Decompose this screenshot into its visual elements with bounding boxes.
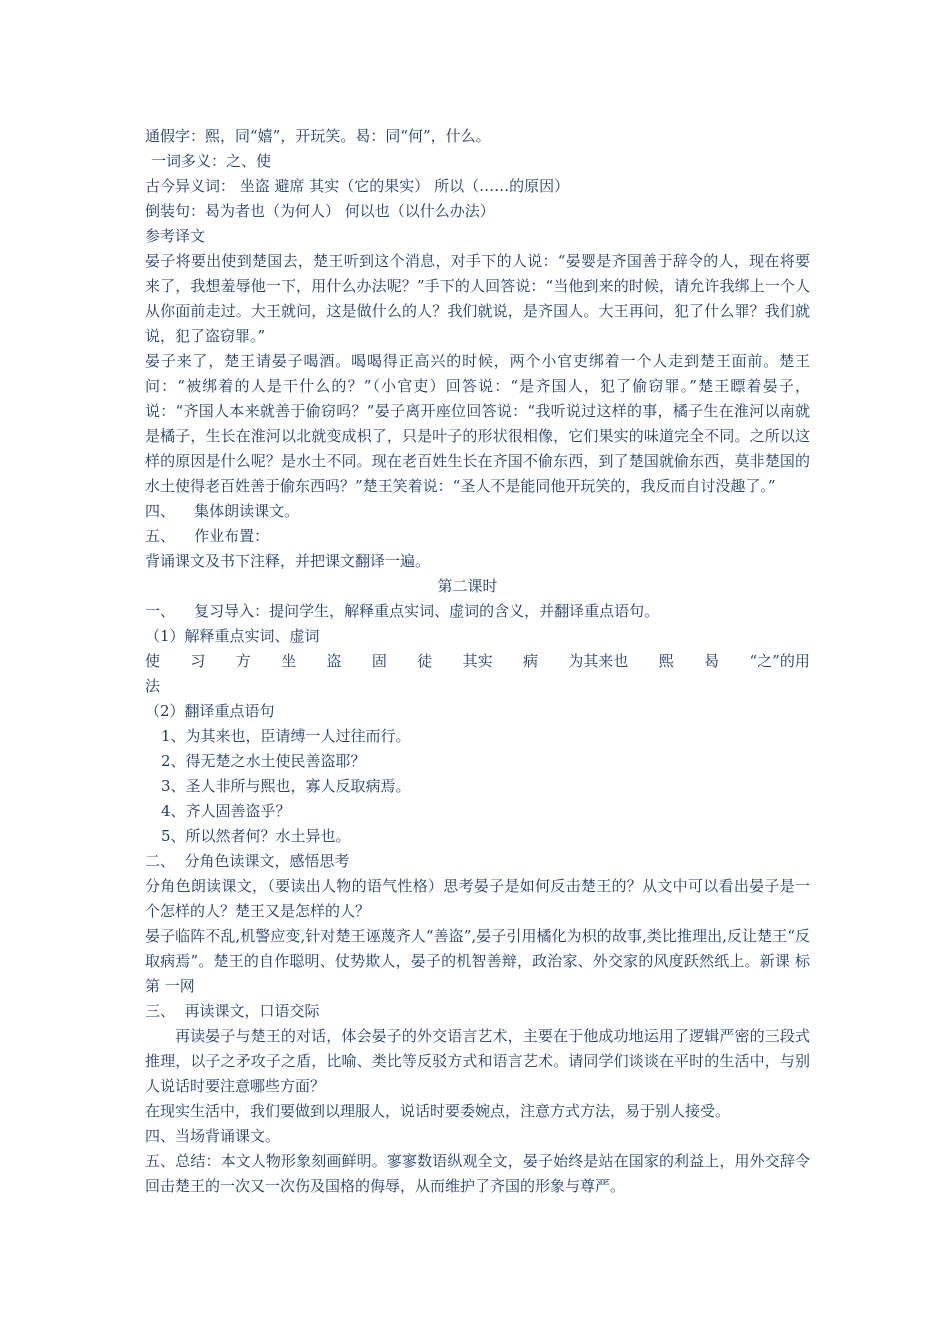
key-word: 徒 xyxy=(417,652,433,670)
role-reading-paragraph: 分角色朗读课文，（要读出人物的语气性格）思考晏子是如何反击楚王的？从文中可以看出晏子是一个怎样的人？楚王又是怎样的人？ xyxy=(145,877,810,920)
homework-line: 背诵课文及书下注释，并把课文翻译一遍。 xyxy=(145,552,431,570)
review-intro-line: 一、 复习导入：提问学生，解释重点实词、虚词的含义，并翻译重点语句。 xyxy=(145,602,660,620)
key-word: 为其来也 xyxy=(568,652,629,670)
key-sentence-4: 4、齐人固善盗乎？ xyxy=(161,802,291,820)
key-words-list xyxy=(145,649,810,674)
section-recite-heading: 四、当场背诵课文。 xyxy=(145,1127,281,1145)
section-three-heading: 三、 再读课文，口语交际 xyxy=(145,1002,320,1020)
section-four-reading: 四、 集体朗读课文。 xyxy=(145,502,300,520)
tongjia-line: 通假字：熙，同“嬉”，开玩笑。曷：同“何”，什么。 xyxy=(145,127,491,145)
key-words-heading: （1）解释重点实词、虚词 xyxy=(145,627,320,645)
real-life-paragraph: 在现实生活中，我们要做到以理服人，说话时要委婉点，注意方式方法，易于别人接受。 xyxy=(145,1102,731,1120)
dialogue-paragraph: 再读晏子与楚王的对话，体会晏子的外交语言艺术，主要在于他成功地运用了逻辑严密的三段式推理，以子之矛攻子之盾，比喻、类比等反驳方式和语言艺术。请同学们谈谈在平时的生活中，与别人说话时要注意哪些方面？ xyxy=(145,1027,810,1095)
key-sentences-heading: （2）翻译重点语句 xyxy=(145,702,275,720)
key-word: 坐 xyxy=(281,652,297,670)
key-sentence-1: 1、为其来也，臣请缚一人过往而行。 xyxy=(161,727,411,745)
summary-paragraph: 五、总结：本文人物形象刻画鲜明。寥寥数语纵观全文，晏子始终是站在国家的利益上，用外交辞令回击楚王的一次又一次伤及国格的侮辱，从而维护了齐国的形象与尊严。 xyxy=(145,1152,810,1195)
key-sentence-2: 2、得无楚之水土使民善盗耶？ xyxy=(161,752,366,770)
key-word: 固 xyxy=(371,652,387,670)
key-word: 习 xyxy=(190,652,206,670)
second-lesson-title: 第二课时 xyxy=(437,577,498,595)
ancient-modern-line: 古今异义词： 坐盗 避席 其实（它的果实） 所以（……的原因） xyxy=(145,177,570,195)
key-word: 其实 xyxy=(462,652,493,670)
key-word: 病 xyxy=(523,652,539,670)
section-two-heading: 二、 分角色读课文，感悟思考 xyxy=(145,852,350,870)
key-word: 使 xyxy=(145,652,161,670)
key-word: 盗 xyxy=(326,652,342,670)
key-sentence-3: 3、圣人非所与熙也，寡人反取病焉。 xyxy=(161,777,411,795)
key-sentence-5: 5、所以然者何？水土异也。 xyxy=(161,827,351,845)
key-word: “之”的用 xyxy=(749,652,810,670)
document-page xyxy=(145,124,810,1199)
key-word: 方 xyxy=(235,652,251,670)
analysis-paragraph: 晏子临阵不乱,机警应变,针对楚王诬蔑齐人“善盗”,晏子引用橘化为枳的故事,类比推理出,反让楚王“反取病焉”。楚王的自作聪明、仗势欺人，晏子的机智善辩，政治家、外交家的风度跃然纸上。新课 标第 一网 xyxy=(145,927,810,995)
translation-paragraph-1: 晏子将要出使到楚国去，楚王听到这个消息，对手下的人说：“晏婴是齐国善于辞令的人，现在将要来了，我想羞辱他一下，用什么办法呢？”手下的人回答说：“当他到来的时候，请允许我绑上一个人从你面前走过。大王就问，这是做什么的人？我们就说，是齐国人。大王再问，犯了什么罪？我们就说，犯了盗窃罪。” xyxy=(145,252,810,345)
section-five-homework: 五、 作业布置： xyxy=(145,527,270,545)
translation-heading: 参考译文 xyxy=(145,227,206,245)
translation-paragraph-2: 晏子来了，楚王请晏子喝酒。喝喝得正高兴的时候，两个小官吏绑着一个人走到楚王面前。楚王问：“被绑着的人是干什么的？”（小官吏）回答说：“是齐国人，犯了偷窃罪。”楚王瞟着晏子，说：“齐国人本来就善于偷窃吗？”晏子离开座位回答说：“我听说过这样的事，橘子生在淮河以南就是橘子，生长在淮河以北就变成枳了，只是叶子的形状很相像，它们果实的味道完全不同。之所以这样的原因是什么呢？是水土不同。现在老百姓生长在齐国不偷东西，到了楚国就偷东西，莫非楚国的水土使得老百姓善于偷东西吗？”楚王笑着说：“圣人不是能同他开玩笑的，我反而自讨没趣了。” xyxy=(145,352,810,495)
key-word: 熙 xyxy=(658,652,674,670)
key-word: 曷 xyxy=(704,652,720,670)
inversion-line: 倒装句：曷为者也（为何人） 何以也（以什么办法） xyxy=(145,202,495,220)
polysemy-line: 一词多义：之、使 xyxy=(151,152,272,170)
key-words-tail: 法 xyxy=(145,677,161,695)
